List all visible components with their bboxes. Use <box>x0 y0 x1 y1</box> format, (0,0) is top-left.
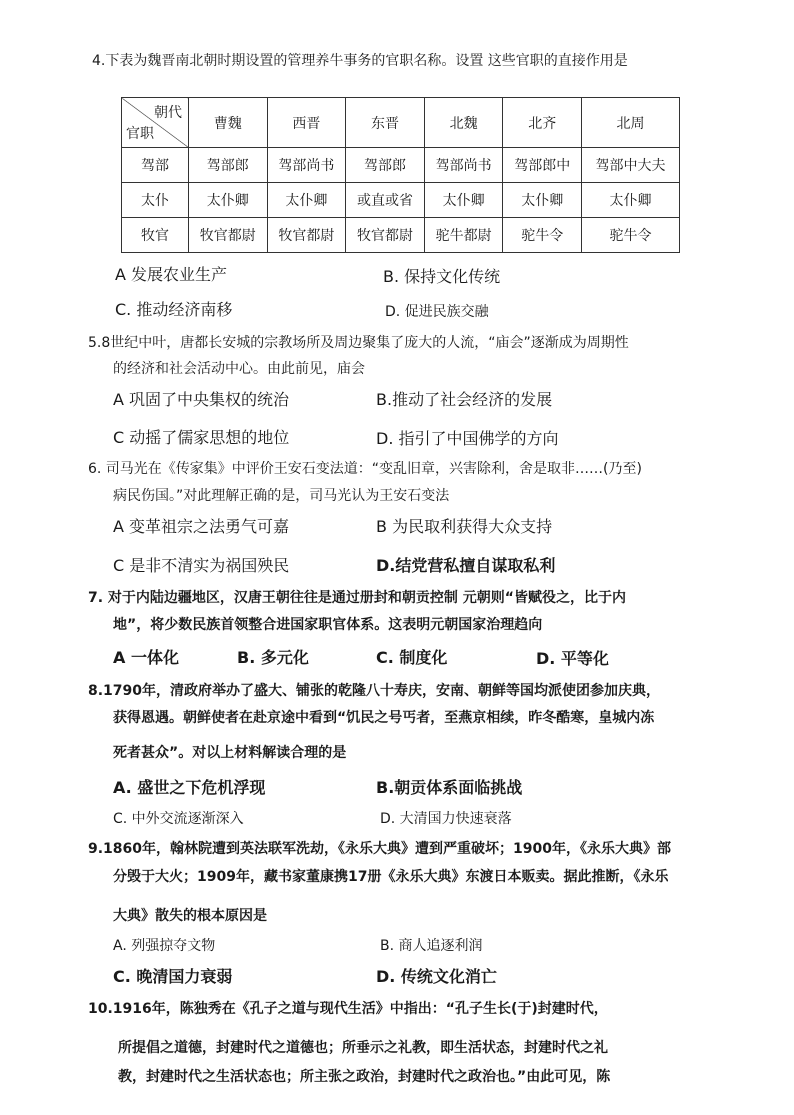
q4-option-d[interactable]: D. 促进民族交融 <box>385 304 489 320</box>
q8-stem-line1: 8.1790年，清政府举办了盛大、铺张的乾隆八十寿庆，安南、朝鲜等国均派使团参加庆典， <box>88 683 661 699</box>
q9-option-c[interactable]: C. 晚清国力衰弱 <box>113 967 233 986</box>
table-cell: 或直或省 <box>346 183 425 218</box>
row-label: 牧官 <box>122 218 189 253</box>
table-cell: 太仆卿 <box>189 183 268 218</box>
q5-option-d[interactable]: D. 指引了中国佛学的方向 <box>376 429 559 448</box>
q5-stem-line2: 的经济和社会活动中心。由此前见，庙会 <box>113 361 365 377</box>
header-cell: 东晋 <box>346 98 425 148</box>
q7-stem-line1: 7. 对于内陆边疆地区，汉唐王朝往往是通过册封和朝贡控制 元朝则“皆赋役之，比于内 <box>88 590 627 606</box>
table-cell: 太仆卿 <box>503 183 582 218</box>
table-cell: 驾部尚书 <box>424 148 503 183</box>
q8-stem-line3: 死者甚众”。对以上材料解读合理的是 <box>113 745 347 761</box>
table-cell: 驾部郎中 <box>503 148 582 183</box>
officials-table <box>121 97 680 253</box>
q7-option-c[interactable]: C. 制度化 <box>376 648 448 667</box>
q5-option-b[interactable]: B.推动了社会经济的发展 <box>376 390 553 409</box>
table-cell: 驼牛令 <box>503 218 582 253</box>
q7-option-b[interactable]: B. 多元化 <box>237 648 309 667</box>
table-cell: 太仆卿 <box>424 183 503 218</box>
table-row <box>122 183 680 218</box>
header-cell: 北魏 <box>424 98 503 148</box>
table-row <box>122 218 680 253</box>
q9-option-d[interactable]: D. 传统文化消亡 <box>376 967 497 986</box>
corner-dynasty-label: 朝代 <box>154 105 182 121</box>
q4-stem: 4.下表为魏晋南北朝时期设置的管理养牛事务的官职名称。设置 这些官职的直接作用是 <box>92 53 628 69</box>
q9-option-a[interactable]: A. 列强掠夺文物 <box>113 938 216 954</box>
q6-stem-line2: 病民伤国。”对此理解正确的是，司马光认为王安石变法 <box>113 488 450 504</box>
q4-option-a[interactable]: A 发展农业生产 <box>115 265 228 284</box>
q6-option-b[interactable]: B 为民取利获得大众支持 <box>376 517 553 536</box>
q4-option-c[interactable]: C. 推动经济南移 <box>115 300 233 319</box>
q8-option-b[interactable]: B.朝贡体系面临挑战 <box>376 778 523 797</box>
q9-stem-line2: 分毁于大火；1909年，藏书家董康携17册《永乐大典》东渡日本贩卖。据此推断，《永乐 <box>113 869 669 885</box>
q5-option-a[interactable]: A 巩固了中央集权的统治 <box>113 390 290 409</box>
header-cell: 西晋 <box>267 98 346 148</box>
q5-stem-line1: 5.8世纪中叶，唐都长安城的宗教场所及周边聚集了庞大的人流，“庙会”逐渐成为周期性 <box>88 335 629 351</box>
table-cell: 驾部郎 <box>189 148 268 183</box>
table-cell: 太仆卿 <box>582 183 680 218</box>
table-cell: 牧官都尉 <box>267 218 346 253</box>
table-cell: 牧官都尉 <box>189 218 268 253</box>
header-cell: 北齐 <box>503 98 582 148</box>
header-cell: 曹魏 <box>189 98 268 148</box>
q9-stem-line3: 大典》散失的根本原因是 <box>113 908 267 924</box>
q9-option-b[interactable]: B. 商人追逐利润 <box>380 938 483 954</box>
q7-option-d[interactable]: D. 平等化 <box>536 649 609 668</box>
q8-option-a[interactable]: A. 盛世之下危机浮现 <box>113 778 266 797</box>
row-label: 驾部 <box>122 148 189 183</box>
q6-option-a[interactable]: A 变革祖宗之法勇气可嘉 <box>113 517 290 536</box>
q5-option-c[interactable]: C 动摇了儒家思想的地位 <box>113 428 290 447</box>
table-cell: 牧官都尉 <box>346 218 425 253</box>
table-cell: 驾部尚书 <box>267 148 346 183</box>
q6-option-d[interactable]: D.结党营私擅自谋取私利 <box>376 556 556 575</box>
table-cell: 驼牛令 <box>582 218 680 253</box>
q10-stem-line2: 所提倡之道德，封建时代之道德也；所垂示之礼教，即生活状态，封建时代之礼 <box>118 1040 608 1056</box>
q7-option-a[interactable]: A 一体化 <box>113 648 179 667</box>
corner-official-label: 官职 <box>126 126 154 142</box>
table-cell: 太仆卿 <box>267 183 346 218</box>
q10-stem-line3: 教，封建时代之生活状态也；所主张之政治，封建时代之政治也。”由此可见，陈 <box>118 1069 611 1085</box>
table-cell: 驼牛都尉 <box>424 218 503 253</box>
q10-stem-line1: 10.1916年，陈独秀在《孔子之道与现代生活》中指出：“孔子生长(于)封建时代， <box>88 1001 608 1017</box>
table-cell: 驾部中大夫 <box>582 148 680 183</box>
q6-option-c[interactable]: C 是非不清实为祸国殃民 <box>113 556 290 575</box>
q6-stem-line1: 6. 司马光在《传家集》中评价王安石变法道：“变乱旧章，兴害除利，舍是取非……(乃至) <box>88 461 642 477</box>
q8-stem-line2: 获得恩遇。朝鲜使者在赴京途中看到“饥民之号丐者，至燕京相续，昨冬酷寒，皇城内冻 <box>113 710 655 726</box>
q8-option-c[interactable]: C. 中外交流逐渐深入 <box>113 811 244 827</box>
row-label: 太仆 <box>122 183 189 218</box>
q7-stem-line2: 地”，将少数民族首领整合进国家职官体系。这表明元朝国家治理趋向 <box>113 617 543 633</box>
q9-stem-line1: 9.1860年，翰林院遭到英法联军洗劫，《永乐大典》遭到严重破坏；1900年，《永乐大典》部 <box>88 841 671 857</box>
q4-option-b[interactable]: B. 保持文化传统 <box>383 267 501 286</box>
header-cell: 北周 <box>582 98 680 148</box>
table-cell: 驾部郎 <box>346 148 425 183</box>
table-corner-cell <box>122 98 189 148</box>
q8-option-d[interactable]: D. 大清国力快速衰落 <box>380 811 512 827</box>
table-row <box>122 148 680 183</box>
